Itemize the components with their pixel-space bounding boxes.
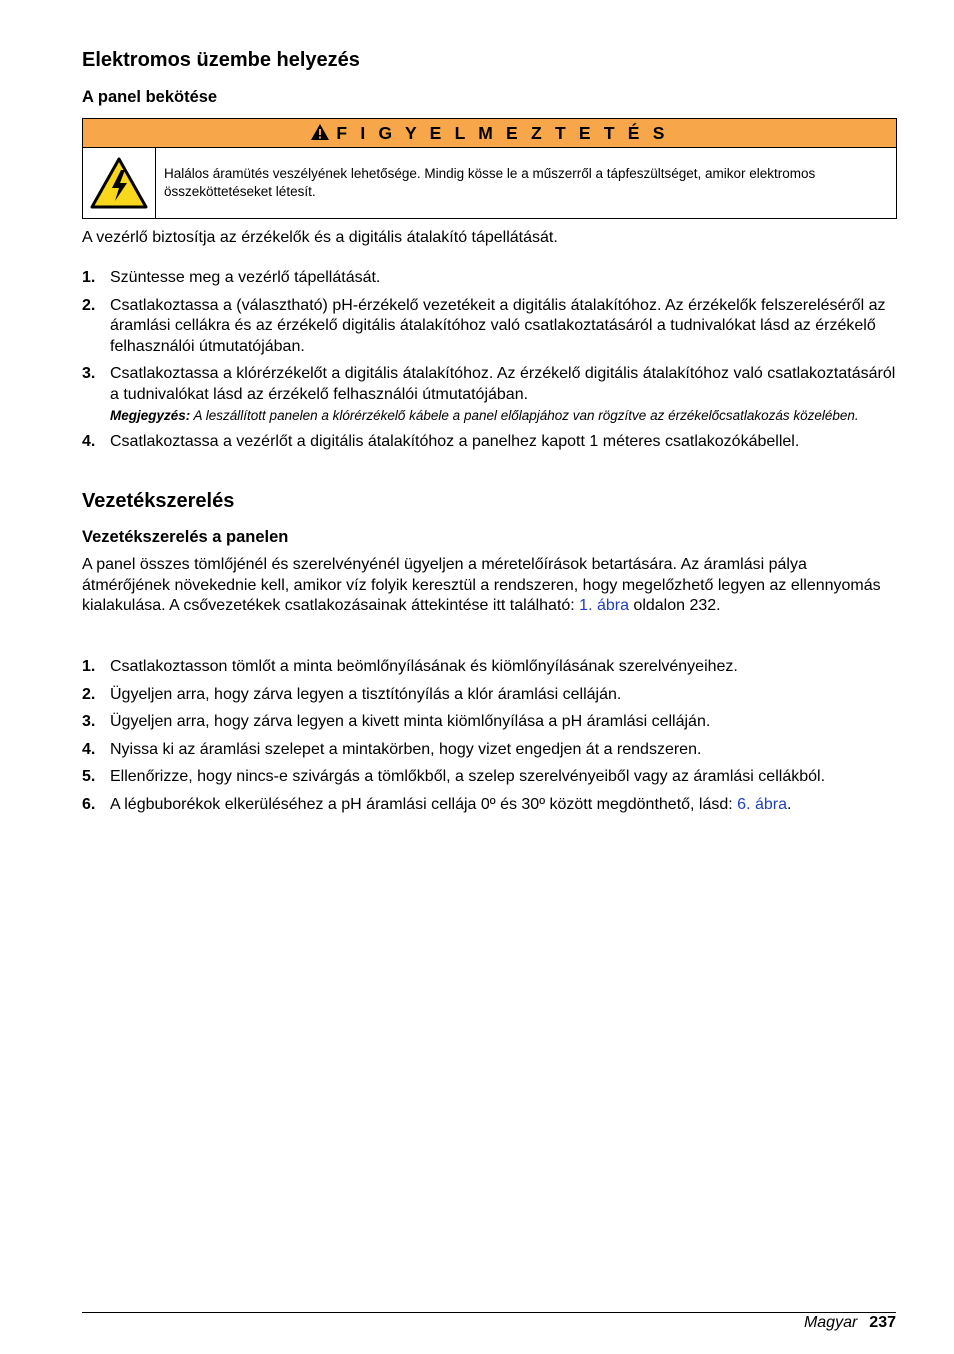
step-number: 3.	[82, 365, 96, 382]
warning-text: Halálos áramütés veszélyének lehetősége. Mindig kösse le a műszerről a tápfeszültséget, amikor elektromos összeköttetéseket létesít.	[164, 166, 816, 199]
list-item	[82, 268, 896, 289]
step-text: Csatlakoztassa a (választható) pH-érzékelő vezetékeit a digitális átalakítóhoz. Az érzékelők felszereléséről az áramlási cellákra és az érzékelő digitális átalakítóhoz való csatlakoztatásáról a tudnivalókat lásd az érzékelő felhasználói útmutatójában.	[110, 296, 886, 355]
plumbing-intro	[82, 555, 896, 617]
section-title-plumbing: Vezetékszerelés	[82, 490, 235, 512]
warning-header	[83, 119, 896, 148]
list-item	[82, 767, 896, 788]
step-number: 5.	[82, 768, 96, 785]
warning-triangle-icon	[310, 123, 330, 141]
note-label: Megjegyzés:	[110, 408, 191, 423]
step-text: Ügyeljen arra, hogy zárva legyen a kivett minta kiömlőnyílása a pH áramlási celláján.	[110, 713, 711, 730]
section-title-electrical: Elektromos üzembe helyezés	[82, 49, 360, 71]
figure-6-link[interactable]: 6. ábra	[737, 795, 787, 813]
step-number: 1.	[82, 269, 96, 286]
step-text: Nyissa ki az áramlási szelepet a mintakörben, hogy vizet engedjen át a rendszeren.	[110, 740, 702, 758]
note	[110, 406, 896, 425]
subsection-title-panel-plumbing: Vezetékszerelés a panelen	[82, 528, 289, 546]
step-text-end: .	[786, 795, 792, 813]
step-text: Csatlakoztassa a vezérlőt a digitális átalakítóhoz a panelhez kapott 1 méteres csatlakozókábellel.	[110, 433, 800, 450]
list-item	[82, 432, 896, 453]
step-text: Ügyeljen arra, hogy zárva legyen a tisztítónyílás a klór áramlási celláján.	[110, 685, 622, 703]
subsection-title-panel-wiring: A panel bekötése	[82, 88, 218, 106]
step-text: Szüntesse meg a vezérlő tápellátását.	[110, 269, 381, 286]
list-item	[82, 685, 896, 706]
step-text: Csatlakoztasson tömlőt a minta beömlőnyílásának és kiömlőnyílásának szerelvényeihez.	[110, 658, 738, 675]
step-text-body: A légbuborékok elkerüléséhez a pH áramlási cellája 0º és 30º között megdönthető, lásd:	[110, 795, 738, 813]
footer-divider	[82, 1312, 896, 1313]
plumbing-intro-page: oldalon 232.	[628, 597, 721, 614]
plumbing-steps	[82, 657, 896, 815]
step-number: 3.	[82, 713, 96, 730]
plumbing-intro-text: A panel összes tömlőjénél és szerelvényénél ügyeljen a méretelőírások betartására. Az áramlási pálya átmérőjének növekednie kell, amikor víz folyik keresztül a rendszeren, hogy megelőzhető legyen az ellennyomás kialakulása. A csővezetékek csatlakozásainak áttekintése itt található:	[82, 556, 881, 614]
warning-box	[82, 118, 897, 219]
footer-language: Magyar	[803, 1314, 858, 1331]
step-number: 4.	[82, 433, 96, 450]
step-number: 4.	[82, 740, 96, 758]
step-text: Ellenőrizze, hogy nincs-e szivárgás a tömlőkből, a szelep szerelvényeiből vagy az áramlási cellákból.	[110, 768, 826, 785]
page-footer	[804, 1313, 896, 1333]
warning-icon-cell	[83, 148, 156, 218]
list-item	[82, 364, 896, 425]
electrical-hazard-icon	[89, 156, 149, 210]
step-number: 2.	[82, 685, 96, 703]
step-number: 1.	[82, 658, 96, 675]
warning-title-text: F I G Y E L M E Z T E T É S	[336, 123, 669, 143]
page-number: 237	[869, 1314, 896, 1331]
list-item	[82, 740, 896, 761]
step-number: 6.	[82, 795, 96, 813]
list-item	[82, 795, 896, 816]
panel-wiring-steps	[82, 268, 896, 453]
list-item	[82, 712, 896, 733]
note-text: A leszállított panelen a klórérzékelő kábele a panel előlapjához van rögzítve az érzékelőcsatlakozás közelében.	[190, 408, 859, 423]
panel-wiring-intro: A vezérlő biztosítja az érzékelők és a digitális átalakító tápellátását.	[82, 229, 558, 246]
step-number: 2.	[82, 296, 96, 314]
list-item	[82, 296, 896, 358]
step-text: Csatlakoztassa a klórérzékelőt a digitális átalakítóhoz. Az érzékelő digitális átalakítóhoz való csatlakoztatásáról a tudnivalókat lásd az érzékelő felhasználói útmutatójában.	[110, 365, 896, 403]
warning-heading	[310, 123, 668, 143]
figure-1-link[interactable]: 1. ábra	[579, 597, 629, 614]
list-item	[82, 657, 896, 678]
step-text	[110, 796, 791, 813]
